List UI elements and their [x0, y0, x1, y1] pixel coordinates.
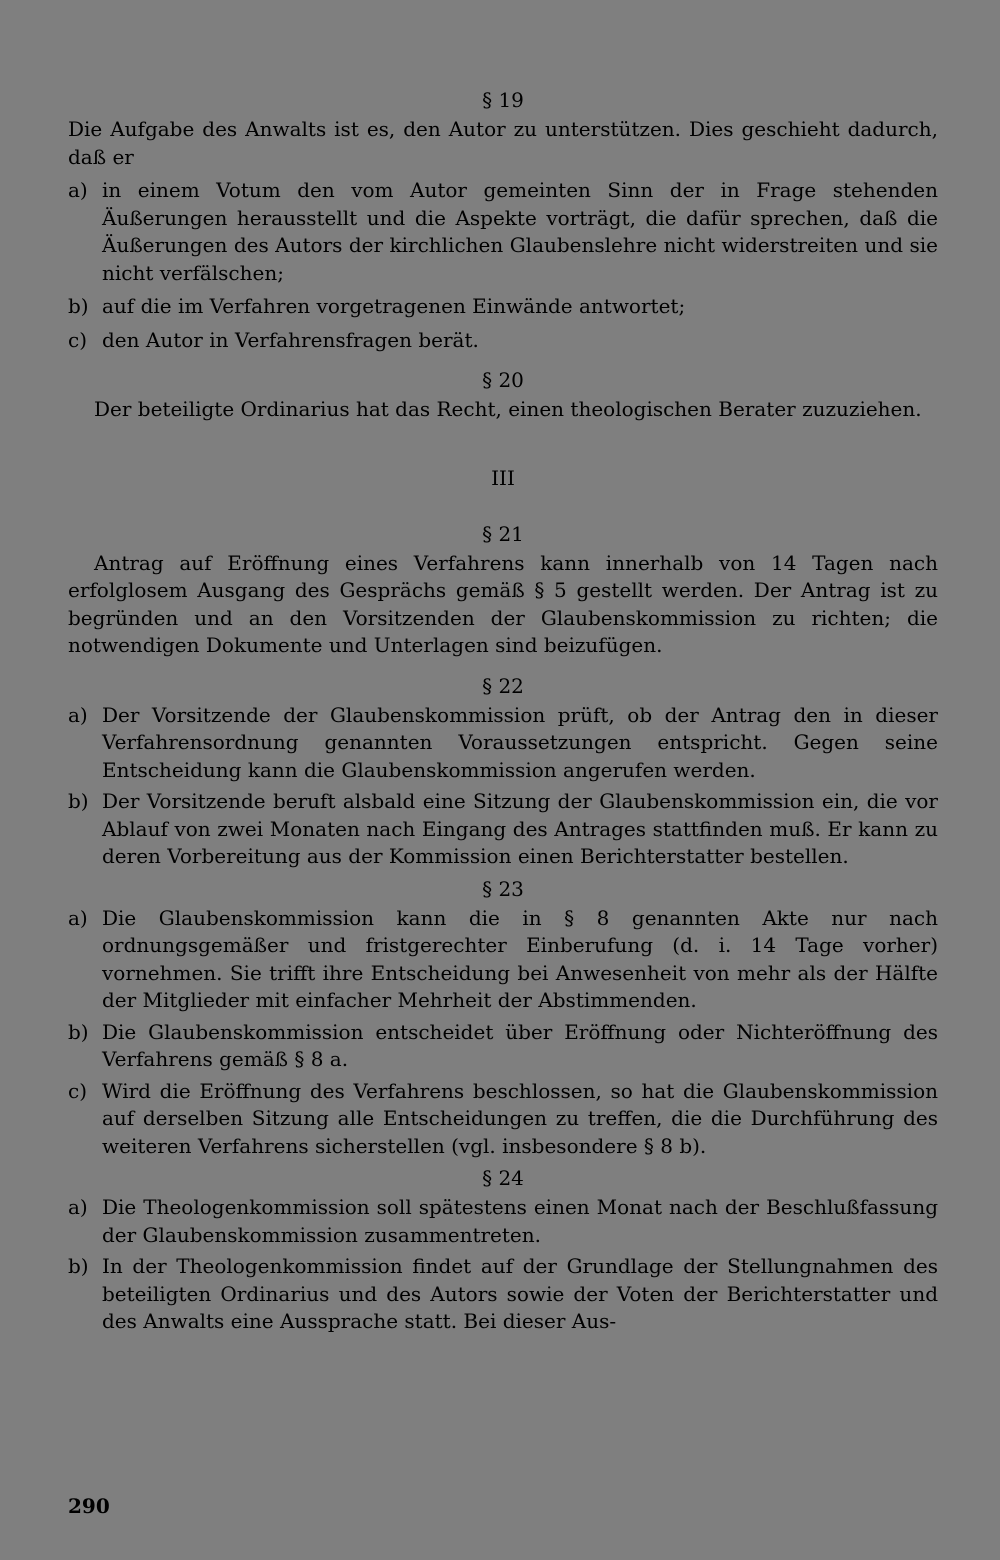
- item-label: b): [68, 1019, 89, 1044]
- item-label: b): [68, 789, 89, 813]
- section-intro: Antrag auf Eröffnung eines Verfahrens kann innerhalb von 14 Tagen nach erfolglosem Ausgang des Gesprächs gemäß § 5 gestellt werden. Der Antrag ist zu begründen und an den Vorsitzenden der Glaubenskommission zu richten; die notwendigen Dokumente und Unterlagen sind beizufügen.: [68, 550, 938, 657]
- section-20: [68, 366, 938, 424]
- section-heading: § 22: [482, 673, 524, 698]
- item-text: in einem Votum den vom Autor gemeinten Sinn der in Frage stehenden Äußerungen herausstellt und die Aspekte vorträgt, die dafür sprechen, daß die Äußerungen des Autors der kirchlichen Glaubenslehre nicht widerstreiten und sie nicht verfälschen;: [102, 178, 938, 285]
- list-item: [68, 177, 938, 287]
- section-21: [68, 520, 938, 660]
- section-22: [68, 672, 938, 871]
- document-page: [68, 86, 938, 1336]
- part-heading: III: [491, 465, 515, 490]
- section-heading: § 19: [482, 88, 524, 112]
- section-heading: § 24: [482, 1166, 524, 1190]
- list-item: [68, 905, 938, 1015]
- section-19: [68, 86, 938, 354]
- item-label: a): [68, 178, 88, 202]
- item-label: c): [68, 1078, 88, 1103]
- section-heading: § 20: [482, 368, 524, 392]
- list-item: [68, 1253, 938, 1336]
- item-label: a): [68, 905, 88, 930]
- item-label: a): [68, 702, 88, 727]
- item-label: a): [68, 1195, 88, 1219]
- section-intro: Der beteiligte Ordinarius hat das Recht, einen theologischen Berater zuzuziehen.: [94, 397, 922, 421]
- page-number: 290: [68, 1494, 110, 1518]
- item-text: Der Vorsitzende beruft alsbald eine Sitzung der Glaubenskommission ein, die vor Ablauf von zwei Monaten nach Eingang des Antrages stattfinden muß. Er kann zu deren Vorbereitung aus der Kommission einen Berichterstatter bestellen.: [102, 789, 938, 868]
- item-label: c): [68, 327, 88, 352]
- list-item: [68, 327, 938, 355]
- section-23: [68, 875, 938, 1161]
- list-item: [68, 788, 938, 871]
- list-item: [68, 1078, 938, 1161]
- item-text: Der Vorsitzende der Glaubenskommission prüft, ob der Antrag den in dieser Verfahrensordnung genannten Voraussetzungen entspricht. Gegen seine Entscheidung kann die Glaubenskommission angerufen werden.: [102, 702, 938, 782]
- item-text: auf die im Verfahren vorgetragenen Einwände antwortet;: [102, 294, 686, 318]
- item-text: den Autor in Verfahrensfragen berät.: [102, 327, 479, 352]
- list-item: [68, 702, 938, 785]
- list-item: [68, 293, 938, 321]
- item-text: Die Glaubenskommission kann die in § 8 genannten Akte nur nach ordnungsgemäßer und fristgerechter Einberufung (d. i. 14 Tage vorher) vornehmen. Sie trifft ihre Entscheidung bei Anwesenheit von mehr als der Hälfte der Mitglieder mit einfacher Mehrheit der Abstimmenden.: [102, 905, 938, 1012]
- item-text: In der Theologenkommission findet auf der Grundlage der Stellungnahmen des beteiligten Ordinarius und des Autors sowie der Voten der Berichterstatter und des Anwalts eine Aussprache statt. Bei dieser Aus-: [102, 1254, 938, 1333]
- item-text: Die Theologenkommission soll spätestens einen Monat nach der Beschlußfassung der Glaubenskommission zusammentreten.: [102, 1195, 938, 1247]
- item-label: b): [68, 1254, 89, 1278]
- section-intro: Die Aufgabe des Anwalts ist es, den Autor zu unterstützen. Dies geschieht dadurch, daß er: [68, 117, 938, 169]
- section-heading: § 23: [482, 876, 524, 901]
- item-label: b): [68, 294, 89, 318]
- list-item: [68, 1194, 938, 1249]
- item-text: Die Glaubenskommission entscheidet über Eröffnung oder Nichteröffnung des Verfahrens gemäß § 8 a.: [102, 1019, 938, 1071]
- list-item: [68, 1019, 938, 1074]
- section-heading: § 21: [482, 521, 524, 546]
- section-24: [68, 1164, 938, 1336]
- item-text: Wird die Eröffnung des Verfahrens beschlossen, so hat die Glaubenskommission auf derselben Sitzung alle Entscheidungen zu treffen, die die Durchführung des weiteren Verfahrens sicherstellen (vgl. insbesondere § 8 b).: [102, 1078, 938, 1158]
